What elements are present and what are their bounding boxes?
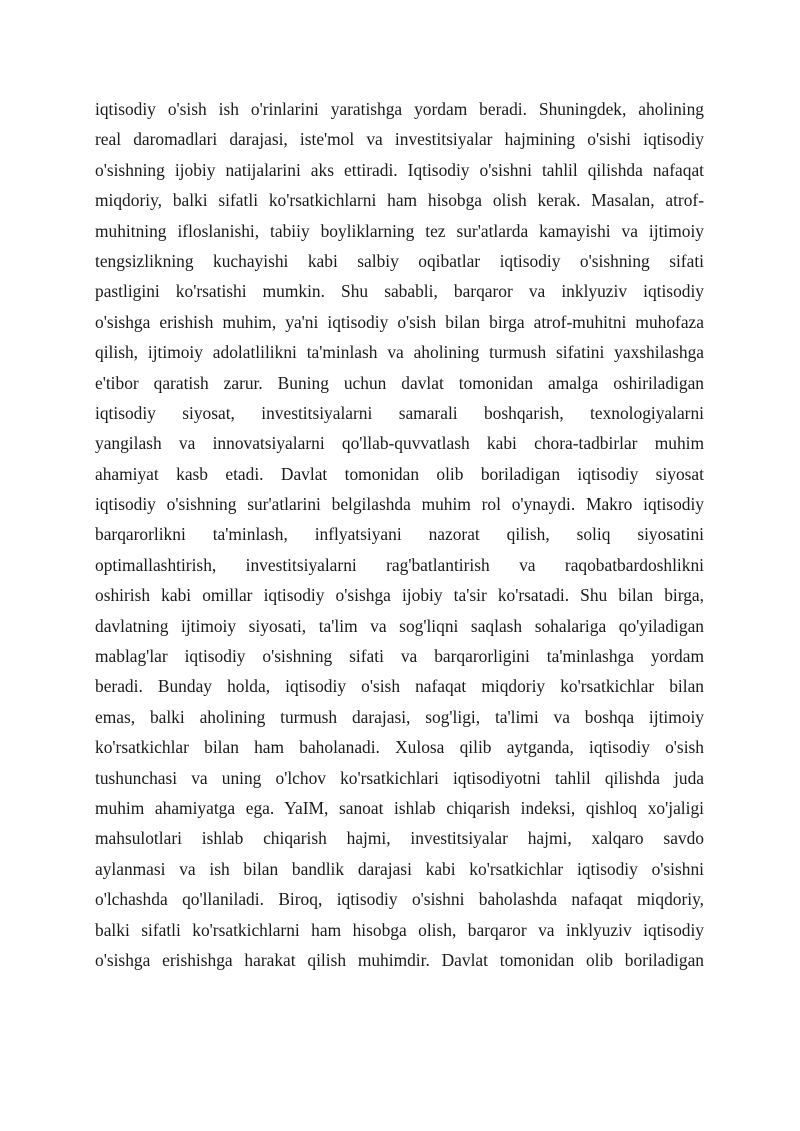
text-line: tengsizlikning kuchayishi kabi salbiy oqibatlar iqtisodiy o'sishning sifati xyxy=(95,250,704,271)
text-line: pastligini ko'rsatishi mumkin. Shu sababli, barqaror va inklyuziv iqtisodiy xyxy=(95,281,704,302)
text-line: ahamiyat kasb etadi. Davlat tomonidan olib boriladigan iqtisodiy siyosat xyxy=(95,463,704,484)
text-line: o'lchashda qo'llaniladi. Biroq, iqtisodiy o'sishni baholashda nafaqat miqdoriy, xyxy=(95,889,704,910)
text-line: aylanmasi va ish bilan bandlik darajasi kabi ko'rsatkichlar iqtisodiy o'sishni xyxy=(95,858,704,879)
text-line: e'tibor qaratish zarur. Buning uchun davlat tomonidan amalga oshiriladigan xyxy=(95,372,704,393)
text-line: yangilash va innovatsiyalarni qo'llab-quvvatlash kabi chora-tadbirlar muhim xyxy=(95,433,704,454)
text-line: qilish, ijtimoiy adolatlilikni ta'minlash va aholining turmush sifatini yaxshilashga xyxy=(95,342,704,363)
text-line: davlatning ijtimoiy siyosati, ta'lim va sog'liqni saqlash sohalariga qo'yiladigan xyxy=(95,615,704,636)
text-line: iqtisodiy o'sishning sur'atlarini belgilashda muhim rol o'ynaydi. Makro iqtisodiy xyxy=(95,494,704,515)
text-line: barqarorlikni ta'minlash, inflyatsiyani nazorat qilish, soliq siyosatini xyxy=(95,524,704,545)
body-text xyxy=(95,94,704,975)
text-line: miqdoriy, balki sifatli ko'rsatkichlarni ham hisobga olish kerak. Masalan, atrof- xyxy=(95,190,704,211)
text-line: optimallashtirish, investitsiyalarni rag'batlantirish va raqobatbardoshlikni xyxy=(95,554,704,575)
text-line: real daromadlari darajasi, iste'mol va investitsiyalar hajmining o'sishi iqtisodiy xyxy=(95,129,704,150)
text-line: o'sishga erishish muhim, ya'ni iqtisodiy o'sish bilan birga atrof-muhitni muhofaza xyxy=(95,311,704,332)
text-line: beradi. Bunday holda, iqtisodiy o'sish nafaqat miqdoriy ko'rsatkichlar bilan xyxy=(95,676,704,697)
text-line: tushunchasi va uning o'lchov ko'rsatkichlari iqtisodiyotni tahlil qilishda juda xyxy=(95,767,704,788)
text-line: o'sishning ijobiy natijalarini aks ettiradi. Iqtisodiy o'sishni tahlil qilishda nafaqat xyxy=(95,159,704,180)
text-line: emas, balki aholining turmush darajasi, sog'ligi, ta'limi va boshqa ijtimoiy xyxy=(95,706,704,727)
text-line: iqtisodiy siyosat, investitsiyalarni samarali boshqarish, texnologiyalarni xyxy=(95,402,704,423)
text-line: mablag'lar iqtisodiy o'sishning sifati va barqarorligini ta'minlashga yordam xyxy=(95,646,704,667)
text-line: ko'rsatkichlar bilan ham baholanadi. Xulosa qilib aytganda, iqtisodiy o'sish xyxy=(95,737,704,758)
text-line: muhim ahamiyatga ega. YaIM, sanoat ishlab chiqarish indeksi, qishloq xo'jaligi xyxy=(95,797,704,818)
text-line: balki sifatli ko'rsatkichlarni ham hisobga olish, barqaror va inklyuziv iqtisodiy xyxy=(95,919,704,940)
text-line: mahsulotlari ishlab chiqarish hajmi, investitsiyalar hajmi, xalqaro savdo xyxy=(95,828,704,849)
text-line: oshirish kabi omillar iqtisodiy o'sishga ijobiy ta'sir ko'rsatadi. Shu bilan birga, xyxy=(95,585,704,606)
text-line: o'sishga erishishga harakat qilish muhimdir. Davlat tomonidan olib boriladigan xyxy=(95,949,704,970)
text-line: muhitning ifloslanishi, tabiiy boyliklarning tez sur'atlarda kamayishi va ijtimoiy xyxy=(95,220,704,241)
text-line: iqtisodiy o'sish ish o'rinlarini yaratishga yordam beradi. Shuningdek, aholining xyxy=(95,99,704,119)
